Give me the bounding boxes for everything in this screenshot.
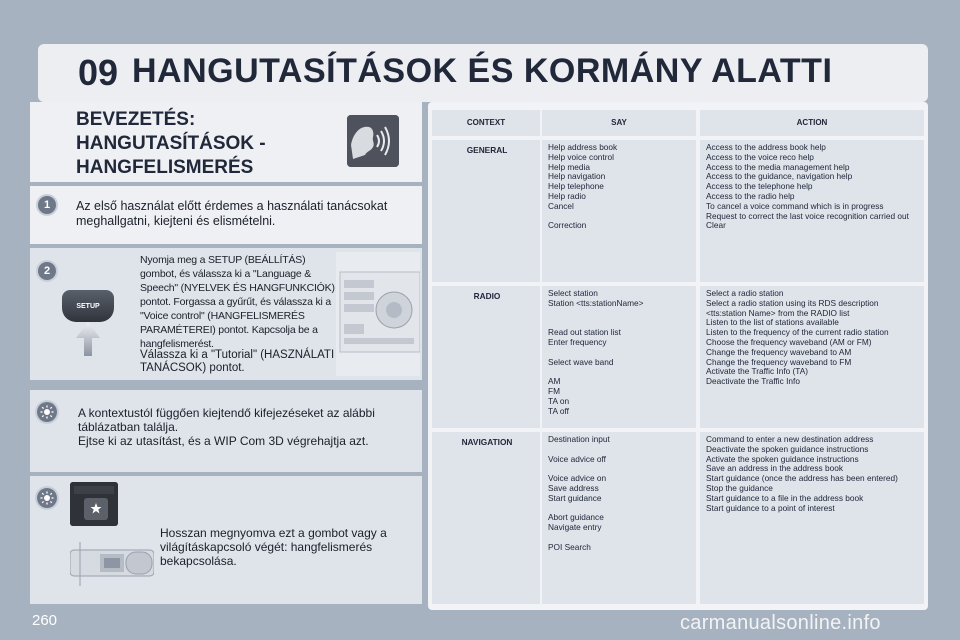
say-general: Help address book Help voice control Help media Help navigation Help telephone Help radio Cancel Correction xyxy=(542,140,696,282)
page-title: HANGUTASÍTÁSOK ÉS KORMÁNY ALATTI xyxy=(132,52,833,90)
tip2-text: Hosszan megnyomva ezt a gombot vagy a világításkapcsoló végét: hangfelismerés bekapcsolása. xyxy=(160,526,387,568)
radio-unit-illustration xyxy=(336,252,420,376)
intro-heading xyxy=(76,108,266,180)
context-general: GENERAL xyxy=(432,140,540,282)
step1-badge: 1 xyxy=(38,196,56,214)
intro-heading-line3: HANGFELISMERÉS xyxy=(76,157,254,178)
setup-button-illustration: SETUP xyxy=(62,290,114,322)
lightbulb-icon xyxy=(37,488,57,508)
voice-command-icon xyxy=(347,115,399,167)
step2-badge: 2 xyxy=(38,262,56,280)
column-header-say: SAY xyxy=(542,110,696,136)
step1-text: Az első használat előtt érdemes a használati tanácsokat meghallgatni, kiejteni és elismételni. xyxy=(76,199,388,228)
intro-heading-line1: BEVEZETÉS: xyxy=(76,109,196,130)
column-header-action: ACTION xyxy=(700,110,924,136)
intro-heading-line2: HANGUTASÍTÁSOK - xyxy=(76,133,266,154)
page-number: 260 xyxy=(32,612,58,629)
lightbulb-icon xyxy=(37,402,57,422)
star-button-illustration xyxy=(70,482,118,526)
action-general: Access to the address book help Access to the voice reco help Access to the media management help Access to the guidance, navigation help Access to the telephone help Access to the radio help To cancel a voice command which is in progress Request to correct the last voice recognition carried out Clear xyxy=(700,140,924,282)
action-navigation: Command to enter a new destination address Deactivate the spoken guidance instructions Activate the spoken guidance instructions Save an address in the address book Start guidance (once the address has been entered) Stop the guidance Start guidance to a file in the address book Start guidance to a point of interest xyxy=(700,432,924,604)
tip1-text: A kontextustól függően kiejtendő kifejezéseket az alábbi táblázatban találja. Ejtse ki az utasítást, és a WIP Com 3D végrehajtja azt. xyxy=(78,406,375,448)
say-navigation: Destination input Voice advice off Voice advice on Save address Start guidance Abort guidance Navigate entry POI Search xyxy=(542,432,696,604)
chapter-number: 09 xyxy=(78,52,119,93)
context-radio: RADIO xyxy=(432,286,540,428)
arrow-up-icon xyxy=(76,322,100,356)
context-navigation: NAVIGATION xyxy=(432,432,540,604)
say-radio: Select station Station <tts:stationName> Read out station list Enter frequency Select wave band AM FM TA on TA off xyxy=(542,286,696,428)
watermark: carmanualsonline.info xyxy=(680,612,881,634)
light-stalk-illustration xyxy=(70,532,154,596)
step2-text2: Válassza ki a "Tutorial" (HASZNÁLATI TANÁCSOK) pontot. xyxy=(140,349,335,374)
action-radio: Select a radio station Select a radio station using its RDS description <tts:station Name> from the RADIO list Listen to the list of stations available Listen to the frequency of the current radio station Choose the frequency waveband (AM or FM) Change the frequency waveband to AM Change the frequency waveband to FM Activate the Traffic Info (TA) Deactivate the Traffic Info xyxy=(700,286,924,428)
column-header-context: CONTEXT xyxy=(432,110,540,136)
step2-text: Nyomja meg a SETUP (BEÁLLÍTÁS) gombot, és válassza ki a "Language & Speech" (NYELVEK ÉS HANGFUNKCIÓK) pontot. Forgassa a gyűrűt, és válassza ki a "Voice control" (HANGFELISMERÉS PARAMÉTEREI) pontot. Kapcsolja be a hangfelismerést. xyxy=(140,254,335,350)
